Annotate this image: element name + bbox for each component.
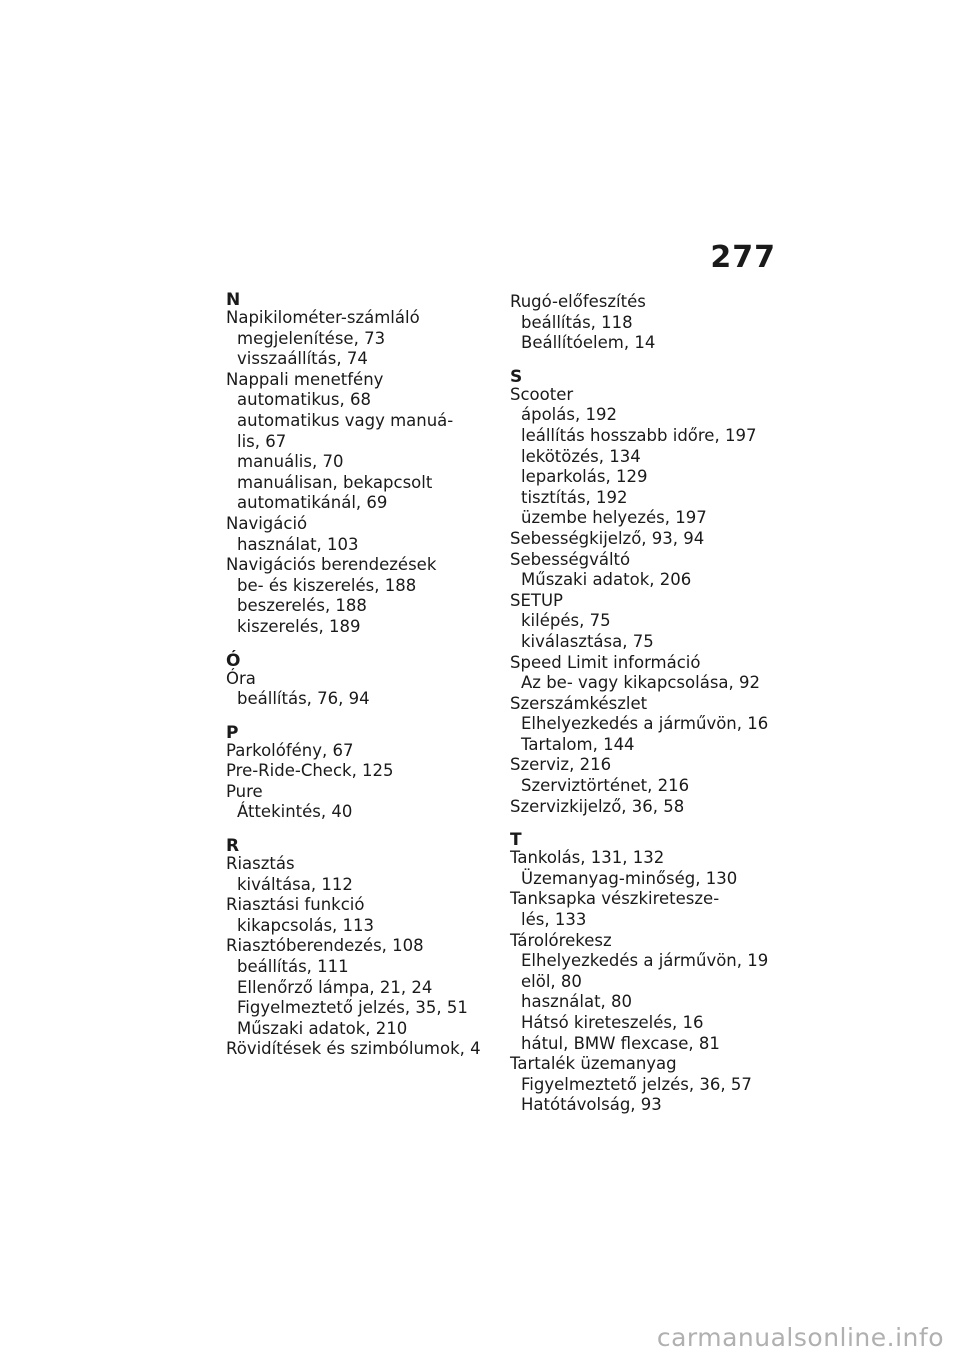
index-entry: Sebességváltó [510, 549, 631, 569]
index-subentry: Hátsó kireteszelés, 16 [521, 1013, 704, 1032]
index-entry: Tárolórekesz [510, 930, 612, 950]
index-entry: Navigációs berendezések [226, 555, 437, 575]
index-subentry: Elhelyezkedés a járművön, 16 [521, 714, 769, 734]
index-entry: Szerviz, 216 [510, 755, 612, 775]
index-subentry: leállítás hosszabb időre, 197 [521, 425, 757, 445]
index-section [510, 292, 780, 354]
index-entry: Sebességkijelző, 93, 94 [510, 528, 705, 548]
watermark: carmanualsonline.info [656, 1323, 944, 1352]
section-letter: T [510, 830, 522, 851]
index-entry: Szerszámkészlet [510, 693, 648, 713]
index-entry: Tanksapka vészkiretesze- [510, 889, 720, 909]
index-entry: Óra [226, 668, 256, 688]
index-subentry: Az be- vagy kikapcsolása, 92 [521, 673, 761, 693]
section-letter: P [226, 722, 239, 743]
index-subentry: üzembe helyezés, 197 [521, 508, 707, 528]
index-subentry: kikapcsolás, 113 [237, 915, 375, 935]
index-subentry: Üzemanyag-minőség, 130 [521, 868, 738, 888]
index-subentry: kiválasztása, 75 [521, 631, 654, 651]
index-section [226, 722, 488, 823]
index-column-left [226, 292, 488, 1060]
index-subentry: automatikánál, 69 [237, 493, 388, 513]
index-subentry: automatikus, 68 [237, 390, 371, 410]
index-subentry: beállítás, 118 [521, 312, 633, 332]
index-entry: Parkolófény, 67 [226, 740, 354, 760]
index-subentry: tisztítás, 192 [521, 487, 628, 507]
index-subentry: be- és kiszerelés, 188 [237, 575, 417, 595]
index-subentry: kilépés, 75 [521, 611, 611, 631]
index-entry: Szervizkijelző, 36, 58 [510, 796, 685, 816]
index-subentry: lis, 67 [237, 431, 287, 451]
index-subentry: Figyelmeztető jelzés, 36, 57 [521, 1074, 752, 1094]
section-letter: R [226, 836, 240, 857]
index-subentry: beszerelés, 188 [237, 596, 367, 616]
index-subentry: Áttekintés, 40 [237, 802, 353, 822]
index-subentry: manuális, 70 [237, 452, 344, 472]
index-section [510, 366, 780, 817]
index-subentry: Tartalom, 144 [521, 734, 635, 754]
index-entry: Tartalék üzemanyag [510, 1054, 677, 1074]
index-subentry: használat, 103 [237, 534, 359, 554]
index-subentry: kiváltása, 112 [237, 874, 353, 894]
index-entry: Riasztási funkció [226, 895, 365, 915]
index-subentry: visszaállítás, 74 [237, 349, 368, 369]
index-subentry: lés, 133 [521, 910, 587, 930]
index-subentry: Műszaki adatok, 206 [521, 570, 692, 590]
index-subentry: Ellenőrző lámpa, 21, 24 [237, 977, 433, 997]
index-entry: Pure [226, 781, 263, 801]
index-subentry: megjelenítése, 73 [237, 328, 386, 348]
index-section [510, 832, 780, 1116]
index-entry: SETUP [510, 590, 564, 610]
index-subentry: lekötözés, 134 [521, 446, 641, 466]
index-section [226, 838, 488, 1060]
index-column-right [510, 292, 780, 1116]
index-subentry: Figyelmeztető jelzés, 35, 51 [237, 998, 468, 1018]
index-subentry: hátul, BMW flexcase, 81 [521, 1033, 720, 1053]
index-entry: Napikilométer-számláló [226, 308, 420, 327]
index-subentry: ápolás, 192 [521, 405, 617, 425]
index-subentry: Hatótávolság, 93 [521, 1095, 662, 1115]
index-entry: Tankolás, 131, 132 [510, 848, 665, 868]
index-entry: Pre-Ride-Check, 125 [226, 761, 394, 781]
section-letter: N [226, 290, 241, 310]
index-subentry: kiszerelés, 189 [237, 616, 361, 636]
index-entry: Navigáció [226, 513, 308, 533]
index-entry: Nappali menetfény [226, 369, 384, 389]
index-subentry: beállítás, 111 [237, 957, 349, 977]
index-entry: Riasztás [226, 854, 295, 874]
index-entry: Scooter [510, 384, 574, 404]
index-subentry: használat, 80 [521, 992, 633, 1012]
index-subentry: Szerviztörténet, 216 [521, 776, 690, 796]
index-entry: Rövidítések és szimbólumok, 4 [226, 1039, 481, 1059]
index-section [226, 650, 488, 710]
index-subentry: Műszaki adatok, 210 [237, 1018, 408, 1038]
section-letter: S [510, 366, 523, 387]
index-section [226, 292, 488, 638]
index-subentry: elöl, 80 [521, 971, 582, 991]
section-letter: Ó [226, 650, 241, 671]
index-subentry: Beállítóelem, 14 [521, 333, 656, 353]
index-subentry: Elhelyezkedés a járművön, 19 [521, 951, 769, 971]
index-subentry: automatikus vagy manuá- [237, 410, 454, 430]
index-subentry: leparkolás, 129 [521, 467, 648, 487]
index-entry: Speed Limit információ [510, 652, 701, 672]
page-number: 277 [710, 240, 776, 275]
index-subentry: beállítás, 76, 94 [237, 689, 370, 709]
index-entry: Rugó-előfeszítés [510, 292, 646, 311]
index-entry: Riasztóberendezés, 108 [226, 936, 424, 956]
index-subentry: manuálisan, bekapcsolt [237, 472, 433, 492]
